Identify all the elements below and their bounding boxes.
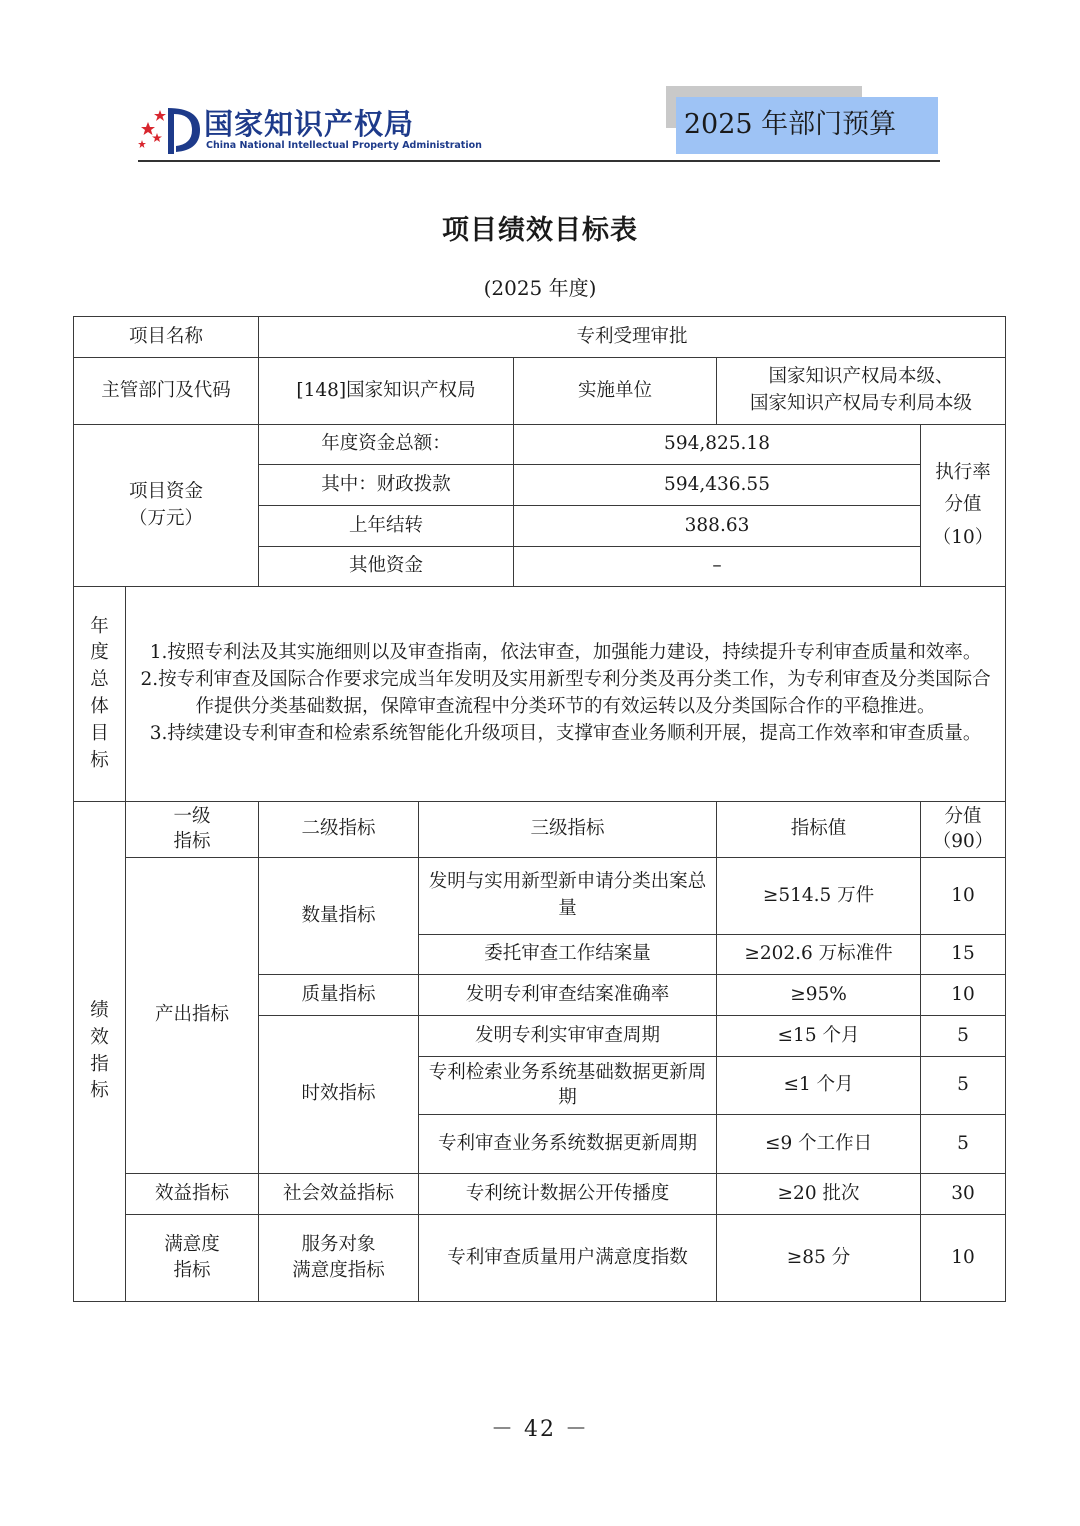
indicator-value: ≥514.5 万件 (717, 858, 921, 935)
header-divider (138, 160, 940, 162)
header-level1-line-1: 一级 (173, 806, 211, 828)
funds-label-line-1: 项目资金 (129, 480, 204, 502)
cnipa-emblem-icon (138, 100, 202, 156)
indicator-score: 10 (921, 858, 1006, 935)
annual-goal-item: 1.按照专利法及其实施细则以及审查指南，依法审查，加强能力建设，持续提升专利审查质量和效率。 (149, 642, 982, 664)
indicator-name: 发明与实用新型新申请分类出案总量 (419, 858, 717, 935)
header-score-line-2: （90） (932, 830, 994, 852)
funds-label (74, 425, 259, 587)
implementing-unit-value (717, 358, 1006, 425)
header-level1-line-2: 指标 (173, 830, 211, 852)
indicator-value: ≤1 个月 (717, 1057, 921, 1115)
indicator-score: 30 (921, 1174, 1006, 1215)
funds-row-label: 其中：财政拨款 (259, 465, 514, 506)
department-value: [148]国家知识产权局 (259, 358, 514, 425)
quantity-indicator-label: 数量指标 (259, 858, 419, 975)
performance-indicators-label-char: 标 (90, 1080, 109, 1102)
budget-label-box (676, 97, 938, 154)
funds-row-label: 其他资金 (259, 547, 514, 587)
header-level2: 二级指标 (259, 802, 419, 858)
funds-score-line-3: （10） (932, 526, 994, 548)
header-value: 指标值 (717, 802, 921, 858)
implementing-unit-label: 实施单位 (514, 358, 717, 425)
funds-row-value: 388.63 (514, 506, 921, 547)
indicator-value: ≥95% (717, 975, 921, 1016)
indicator-value: ≥202.6 万标准件 (717, 935, 921, 975)
indicator-value: ≤9 个工作日 (717, 1115, 921, 1174)
funds-row-label: 上年结转 (259, 506, 514, 547)
implementing-unit-line-1: 国家知识产权局本级、 (768, 366, 954, 388)
indicator-value: ≥85 分 (717, 1215, 921, 1302)
indicator-name: 专利审查业务系统数据更新周期 (419, 1115, 717, 1174)
performance-target-table (73, 316, 1006, 1302)
page-header (0, 0, 1080, 170)
funds-row-value: 594,436.55 (514, 465, 921, 506)
indicator-row (74, 1215, 1006, 1302)
header-score (921, 802, 1006, 858)
timeliness-indicator-label: 时效指标 (259, 1016, 419, 1174)
satisfaction-indicator-label (126, 1215, 259, 1302)
indicator-score: 10 (921, 975, 1006, 1016)
project-name-value: 专利受理审批 (259, 317, 1006, 358)
service-satisfaction-indicator-label (259, 1215, 419, 1302)
page-title: 项目绩效目标表 (442, 215, 638, 246)
funds-row-value: – (514, 547, 921, 587)
performance-indicators-label-char: 绩 (90, 999, 109, 1021)
output-indicator-label: 产出指标 (126, 858, 259, 1174)
quality-indicator-label: 质量指标 (259, 975, 419, 1016)
funds-row-label: 年度资金总额： (259, 425, 514, 465)
service-satisfaction-label-line-1: 服务对象 (301, 1234, 376, 1256)
annual-goals-label-char: 体 (90, 696, 109, 717)
funds-score (921, 425, 1006, 587)
funds-row (74, 425, 1006, 465)
indicator-score: 5 (921, 1115, 1006, 1174)
indicator-name: 专利检索业务系统基础数据更新周期 (419, 1057, 717, 1115)
annual-goal-item: 2.按专利审查及国际合作要求完成当年发明及实用新型专利分类及再分类工作，为专利审查及分类国际合作提供分类基础数据，保障审查流程中分类环节的有效运转以及分类国际合作的平稳推进。 (140, 669, 991, 717)
benefit-indicator-label: 效益指标 (126, 1174, 259, 1215)
header-level3: 三级指标 (419, 802, 717, 858)
satisfaction-indicator-label-line-2: 指标 (173, 1260, 211, 1281)
page-number: － 42 － (491, 1417, 589, 1442)
indicator-value: ≥20 批次 (717, 1174, 921, 1215)
annual-goal-item: 3.持续建设专利审查和检索系统智能化升级项目，支撑审查业务顺利开展，提高工作效率和审查质量。 (149, 722, 982, 744)
social-benefit-indicator-label: 社会效益指标 (259, 1174, 419, 1215)
cnipa-logo (138, 100, 482, 156)
implementing-unit-line-2: 国家知识产权局专利局本级 (750, 393, 973, 414)
indicator-row (74, 858, 1006, 935)
annual-goals-label-char: 年 (90, 615, 109, 637)
indicator-score: 10 (921, 1215, 1006, 1302)
funds-score-line-1: 执行率 (935, 461, 991, 483)
funds-label-line-2: （万元） (129, 507, 204, 529)
indicator-name: 专利统计数据公开传播度 (419, 1174, 717, 1215)
page-subtitle: (2025 年度) (483, 276, 597, 300)
department-label: 主管部门及代码 (74, 358, 259, 425)
performance-indicators-label-char: 指 (90, 1053, 109, 1075)
header-level1 (126, 802, 259, 858)
project-name-row (74, 317, 1006, 358)
indicator-score: 5 (921, 1057, 1006, 1115)
annual-goals-label-char: 标 (90, 749, 109, 771)
annual-goals-label-char: 目 (90, 722, 109, 744)
indicator-name: 专利审查质量用户满意度指数 (419, 1215, 717, 1302)
satisfaction-indicator-label-line-1: 满意度 (164, 1234, 220, 1256)
service-satisfaction-label-line-2: 满意度指标 (292, 1260, 385, 1281)
annual-goals-label-char: 总 (90, 669, 109, 691)
indicator-score: 5 (921, 1016, 1006, 1057)
indicator-score: 15 (921, 935, 1006, 975)
indicator-name: 发明专利实审审查周期 (419, 1016, 717, 1057)
funds-row-value: 594,825.18 (514, 425, 921, 465)
indicator-row (74, 1174, 1006, 1215)
annual-goals-text (126, 587, 1006, 802)
project-name-label: 项目名称 (74, 317, 259, 358)
annual-goals-row (74, 587, 1006, 802)
budget-label: 2025 年部门预算 (683, 109, 897, 140)
indicator-name: 发明专利审查结案准确率 (419, 975, 717, 1016)
logo-english-name: China National Intellectual Property Administration (206, 140, 482, 151)
performance-indicators-label-char: 效 (90, 1026, 109, 1048)
annual-goals-label (74, 587, 126, 802)
logo-chinese-name: 国家知识产权局 (204, 107, 415, 141)
funds-score-line-2: 分值 (944, 494, 982, 516)
indicator-header-row (74, 802, 1006, 858)
header-score-line-1: 分值 (944, 806, 982, 828)
department-row (74, 358, 1006, 425)
performance-indicators-label (74, 802, 126, 1302)
indicator-name: 委托审查工作结案量 (419, 935, 717, 975)
indicator-value: ≤15 个月 (717, 1016, 921, 1057)
annual-goals-label-char: 度 (90, 642, 109, 664)
